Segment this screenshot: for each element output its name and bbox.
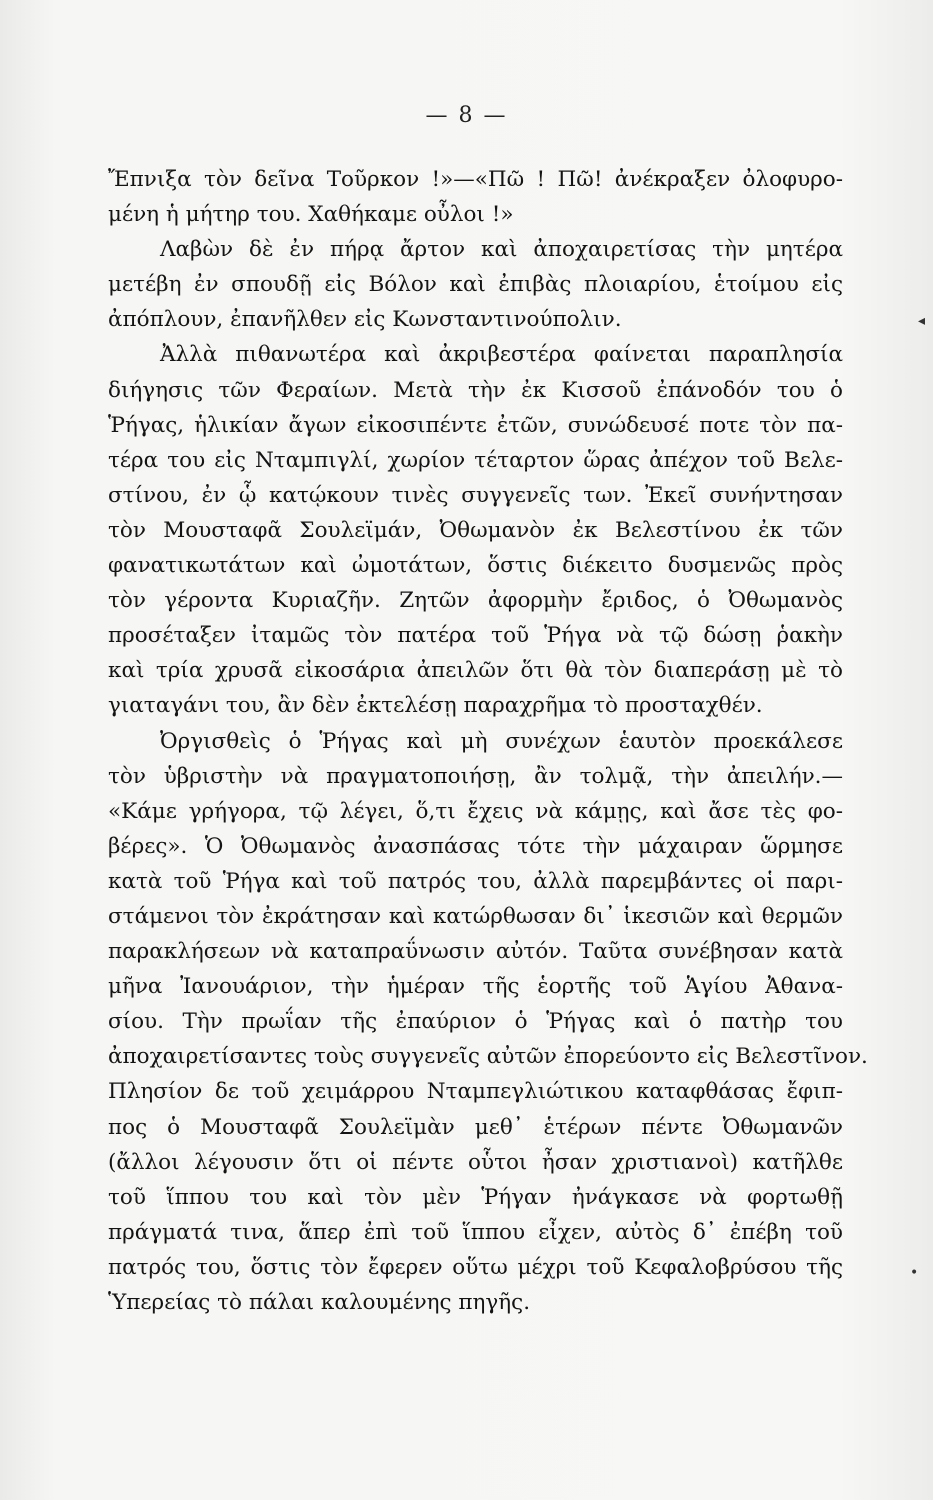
text-line: προσέταξεν ἰταμῶς τὸν πατέρα τοῦ Ῥήγα νὰ τῷ δώσῃ ῥακὴν [108,623,843,649]
text-line: ἀπόπλουν, ἐπανῆλθεν εἰς Κωνσταντινούπολιν. [108,307,622,333]
text-line: τὸν Μουσταφᾶ Σουλεϊμάν, Ὀθωμανὸν ἐκ Βελεστίνου ἐκ τῶν [108,517,843,543]
text-line: Ῥήγας, ἡλικίαν ἄγων εἰκοσιπέντε ἐτῶν, συνώδευσέ ποτε τὸν πα- [108,412,843,438]
text-line: τέρα του εἰς Νταμπιγλί, χωρίον τέταρτον ὥρας ἀπέχον τοῦ Βελε- [108,447,843,473]
text-line: στάμενοι τὸν ἐκράτησαν καὶ κατώρθωσαν δι᾽ ἱκεσιῶν καὶ θερμῶν [108,903,843,929]
text-line: Ἀλλὰ πιθανωτέρα καὶ ἀκριβεστέρα φαίνεται παραπλησία [160,342,843,368]
text-line: τοῦ ἵππου του καὶ τὸν μὲν Ῥήγαν ἠνάγκασε νὰ φορτωθῇ [108,1184,843,1210]
text-line: Ἔπνιξα τὸν δεῖνα Τοῦρκον !»—«Πῶ ! Πῶ! ἀνέκραξεν ὀλοφυρο- [108,167,843,192]
text-line: φανατικωτάτων καὶ ὠμοτάτων, ὅστις διέκειτο δυσμενῶς πρὸς [108,553,843,579]
text-line: πατρός του, ὅστις τὸν ἔφερεν οὕτω μέχρι τοῦ Κεφαλοβρύσου τῆς [108,1254,843,1280]
text-line: τὸν ὑβριστὴν νὰ πραγματοποιήσῃ, ἂν τολμᾷ, τὴν ἀπειλήν.— [108,763,843,789]
margin-mark: • [910,1265,919,1281]
text-line: Λαβὼν δὲ ἐν πήρᾳ ἄρτον καὶ ἀποχαιρετίσας τὴν μητέρα [160,237,843,263]
text-line: ἀποχαιρετίσαντες τοὺς συγγενεῖς αὐτῶν ἐπορεύοντο εἰς Βελεστῖνον. [108,1044,868,1070]
text-line: «Κάμε γρήγορα, τῷ λέγει, ὅ,τι ἔχεις νὰ κάμῃς, καὶ ἄσε τὲς φο- [108,798,843,824]
text-line: Πλησίον δε τοῦ χειμάρρου Νταμπεγλιώτικου καταφθάσας ἔφιπ- [108,1079,843,1105]
body-text [108,162,868,1320]
text-line: μένη ἡ μήτηρ του. Χαθήκαμε οὖλοι !» [108,202,514,228]
text-line: μετέβη ἐν σπουδῇ εἰς Βόλον καὶ ἐπιβὰς πλοιαρίου, ἑτοίμου εἰς [108,272,843,298]
text-line: γιαταγάνι του, ἂν δὲν ἐκτελέσῃ παραχρῆμα τὸ προσταχθέν. [108,693,763,719]
text-line: (ἄλλοι λέγουσιν ὅτι οἱ πέντε οὗτοι ἦσαν χριστιανοὶ) κατῆλθε [108,1149,843,1175]
page-number: — 8 — [425,103,508,128]
text-line: πράγματά τινα, ἅπερ ἐπὶ τοῦ ἵππου εἶχεν, αὐτὸς δ᾽ ἐπέβη τοῦ [108,1219,843,1245]
text-line: Ὑπερείας τὸ πάλαι καλουμένης πηγῆς. [108,1290,531,1315]
text-line: καὶ τρία χρυσᾶ εἰκοσάρια ἀπειλῶν ὅτι θὰ τὸν διαπεράσῃ μὲ τὸ [108,658,843,684]
text-line: μῆνα Ἰανουάριον, τὴν ἡμέραν τῆς ἑορτῆς τοῦ Ἁγίου Ἀθανα- [108,974,843,1000]
text-line: βέρες». Ὁ Ὀθωμανὸς ἀνασπάσας τότε τὴν μάχαιραν ὥρμησε [108,833,843,859]
text-line: Ὀργισθεὶς ὁ Ῥήγας καὶ μὴ συνέχων ἑαυτὸν προεκάλεσε [160,728,843,754]
text-line: στίνου, ἐν ᾧ κατῴκουν τινὲς συγγενεῖς των. Ἐκεῖ συνήντησαν [108,482,843,508]
text-line: πος ὁ Μουσταφᾶ Σουλεϊμὰν μεθ᾽ ἑτέρων πέντε Ὀθωμανῶν [108,1114,843,1140]
text-line: σίου. Τὴν πρωΐαν τῆς ἐπαύριον ὁ Ῥήγας καὶ ὁ πατὴρ του [108,1009,843,1035]
text-line: διήγησις τῶν Φεραίων. Μετὰ τὴν ἐκ Κισσοῦ ἐπάνοδόν του ὁ [108,377,843,403]
margin-mark: ◂ [918,313,926,329]
text-line: τὸν γέροντα Κυριαζῆν. Ζητῶν ἀφορμὴν ἔριδος, ὁ Ὀθωμανὸς [108,588,843,614]
text-line: παρακλήσεων νὰ καταπραΰνωσιν αὐτόν. Ταῦτα συνέβησαν κατὰ [108,939,843,965]
text-line: κατὰ τοῦ Ῥήγα καὶ τοῦ πατρός του, ἀλλὰ παρεμβάντες οἱ παρι- [108,868,843,894]
